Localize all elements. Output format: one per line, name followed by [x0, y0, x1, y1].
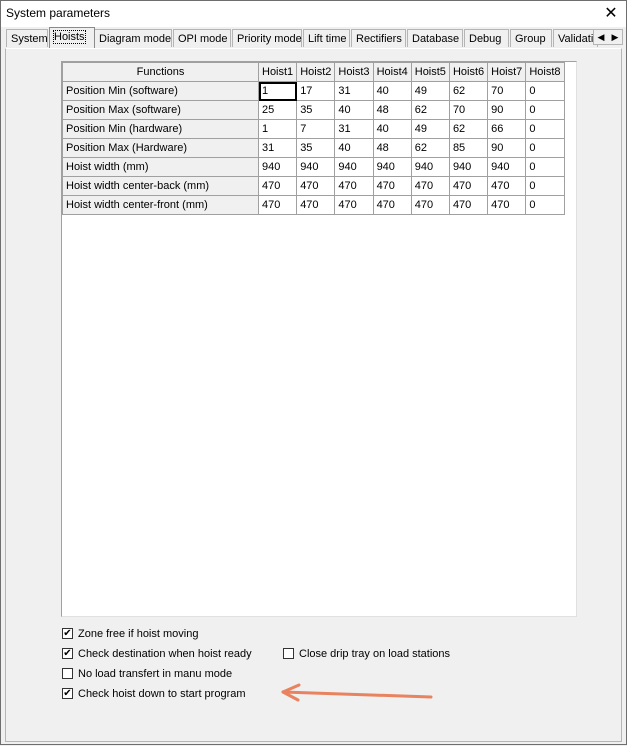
table-cell[interactable]: 31: [259, 139, 297, 158]
table-cell[interactable]: 40: [373, 82, 411, 101]
scroll-right-icon[interactable]: ▶: [611, 32, 619, 42]
table-cell[interactable]: 0: [526, 101, 564, 120]
column-header: Hoist8: [526, 63, 564, 82]
table-cell[interactable]: 49: [411, 82, 449, 101]
tab-priority-mode[interactable]: Priority mode: [232, 29, 302, 47]
table-cell[interactable]: 940: [373, 158, 411, 177]
table-cell[interactable]: 0: [526, 82, 564, 101]
table-cell[interactable]: 7: [297, 120, 335, 139]
check-hoist-down-label: Check hoist down to start program: [78, 688, 246, 700]
tab-database[interactable]: Database: [407, 29, 463, 47]
close-drip-tray-checkbox[interactable]: [283, 648, 294, 659]
no-load-transfer-checkbox[interactable]: [62, 668, 73, 679]
table-cell[interactable]: 470: [488, 177, 526, 196]
check-hoist-down-checkbox[interactable]: ✔: [63, 688, 72, 699]
table-cell[interactable]: 0: [526, 196, 564, 215]
tab-rectifiers[interactable]: Rectifiers: [351, 29, 406, 47]
hoist-parameters-grid: [62, 62, 565, 215]
table-cell[interactable]: 35: [297, 139, 335, 158]
table-row: [63, 177, 565, 196]
table-cell[interactable]: 0: [526, 139, 564, 158]
row-label: Hoist width center-front (mm): [63, 196, 259, 215]
table-cell[interactable]: 470: [297, 196, 335, 215]
table-cell[interactable]: 940: [259, 158, 297, 177]
table-cell[interactable]: 940: [335, 158, 373, 177]
table-cell[interactable]: 940: [449, 158, 487, 177]
functions-header: Functions: [63, 63, 259, 82]
row-label: Hoist width center-back (mm): [63, 177, 259, 196]
table-cell[interactable]: 0: [526, 177, 564, 196]
table-cell[interactable]: 40: [373, 120, 411, 139]
table-cell[interactable]: 470: [259, 177, 297, 196]
table-row: [63, 139, 565, 158]
tab-hoists[interactable]: Hoists: [49, 27, 95, 48]
table-cell[interactable]: 66: [488, 120, 526, 139]
tab-debug[interactable]: Debug: [464, 29, 509, 47]
table-row: [63, 120, 565, 139]
column-header: Hoist6: [449, 63, 487, 82]
table-cell[interactable]: 90: [488, 101, 526, 120]
table-row: [63, 158, 565, 177]
tab-lift-time[interactable]: Lift time: [303, 29, 350, 47]
window-title: System parameters: [6, 6, 111, 20]
table-cell[interactable]: 470: [373, 177, 411, 196]
table-cell[interactable]: 62: [411, 101, 449, 120]
table-cell[interactable]: 1: [259, 120, 297, 139]
tab-scroll-buttons: [593, 29, 623, 45]
table-cell[interactable]: 1: [259, 82, 297, 101]
table-cell[interactable]: 49: [411, 120, 449, 139]
table-cell[interactable]: 470: [335, 177, 373, 196]
zone-free-checkbox[interactable]: ✔: [63, 628, 72, 639]
row-label: Position Min (software): [63, 82, 259, 101]
table-cell[interactable]: 31: [335, 120, 373, 139]
column-header: Hoist3: [335, 63, 373, 82]
table-cell[interactable]: 17: [297, 82, 335, 101]
table-cell[interactable]: 470: [411, 196, 449, 215]
table-cell[interactable]: 62: [411, 139, 449, 158]
table-row: [63, 101, 565, 120]
table-cell[interactable]: 940: [297, 158, 335, 177]
table-cell[interactable]: 470: [335, 196, 373, 215]
table-row: [63, 82, 565, 101]
row-label: Position Max (software): [63, 101, 259, 120]
table-cell[interactable]: 70: [449, 101, 487, 120]
close-icon[interactable]: ✕: [604, 5, 618, 22]
check-destination-label: Check destination when hoist ready: [78, 648, 252, 660]
table-cell[interactable]: 470: [411, 177, 449, 196]
row-label: Position Max (Hardware): [63, 139, 259, 158]
table-cell[interactable]: 940: [488, 158, 526, 177]
table-cell[interactable]: 0: [526, 120, 564, 139]
zone-free-label: Zone free if hoist moving: [78, 628, 199, 640]
table-cell[interactable]: 70: [488, 82, 526, 101]
tab-group[interactable]: Group: [510, 29, 552, 47]
grid-header-row: [63, 63, 565, 82]
title-bar: [1, 1, 626, 27]
table-cell[interactable]: 40: [335, 101, 373, 120]
column-header: Hoist4: [373, 63, 411, 82]
table-cell[interactable]: 470: [449, 177, 487, 196]
table-cell[interactable]: 40: [335, 139, 373, 158]
column-header: Hoist2: [297, 63, 335, 82]
table-cell[interactable]: 0: [526, 158, 564, 177]
check-destination-checkbox[interactable]: ✔: [63, 648, 72, 659]
table-cell[interactable]: 470: [449, 196, 487, 215]
table-cell[interactable]: 85: [449, 139, 487, 158]
table-row: [63, 196, 565, 215]
table-cell[interactable]: 25: [259, 101, 297, 120]
tab-system[interactable]: System: [6, 29, 48, 47]
table-cell[interactable]: 31: [335, 82, 373, 101]
table-cell[interactable]: 470: [259, 196, 297, 215]
row-label: Hoist width (mm): [63, 158, 259, 177]
scroll-left-icon[interactable]: ◀: [597, 32, 605, 42]
tab-validation[interactable]: Validati: [553, 29, 598, 47]
table-cell[interactable]: 90: [488, 139, 526, 158]
table-cell[interactable]: 470: [488, 196, 526, 215]
no-load-transfer-label: No load transfert in manu mode: [78, 668, 233, 680]
table-cell[interactable]: 48: [373, 139, 411, 158]
column-header: Hoist7: [488, 63, 526, 82]
table-cell[interactable]: 62: [449, 120, 487, 139]
table-cell[interactable]: 470: [373, 196, 411, 215]
table-cell[interactable]: 62: [449, 82, 487, 101]
tab-strip: [6, 29, 626, 49]
tab-opi-mode[interactable]: OPI mode: [173, 29, 231, 47]
tab-diagram-mode[interactable]: Diagram mode: [94, 29, 172, 47]
table-cell[interactable]: 940: [411, 158, 449, 177]
column-header: Hoist1: [259, 63, 297, 82]
close-drip-tray-label: Close drip tray on load stations: [299, 648, 451, 660]
table-cell[interactable]: 35: [297, 101, 335, 120]
table-cell[interactable]: 48: [373, 101, 411, 120]
table-cell[interactable]: 470: [297, 177, 335, 196]
column-header: Hoist5: [411, 63, 449, 82]
row-label: Position Min (hardware): [63, 120, 259, 139]
